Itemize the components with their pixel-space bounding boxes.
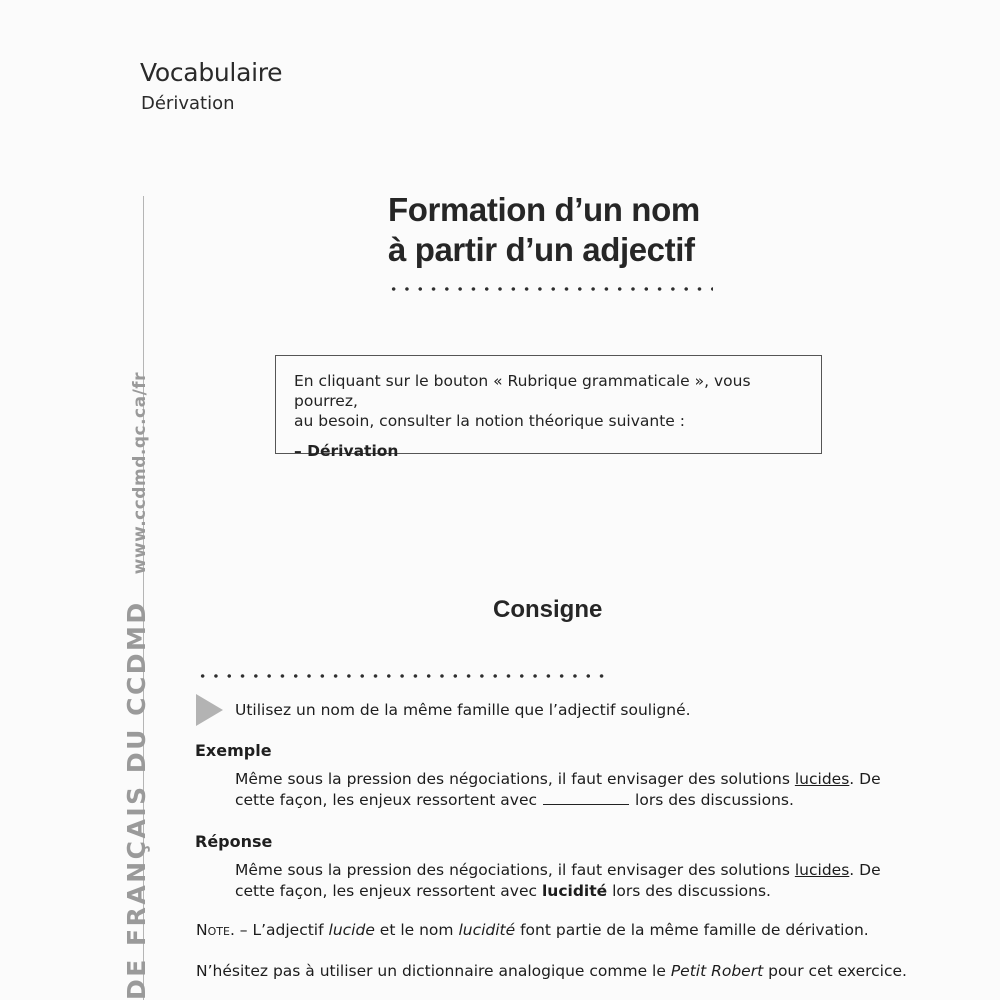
note-label: Note — [196, 921, 230, 939]
play-arrow-icon — [196, 694, 223, 726]
page-title — [388, 190, 700, 270]
book-title: Petit Robert — [670, 962, 764, 980]
example-label: Exemple — [195, 741, 272, 760]
grammar-notice-box — [275, 355, 822, 460]
instruction-text: Utilisez un nom de la même famille que l’adjectif souligné. — [235, 701, 691, 719]
note-text: Note. – L’adjectif lucide et le nom lucidité font partie de la même famille de dérivation. — [196, 921, 869, 939]
side-banner-title: DE FRANÇAIS DU CCDMD — [122, 600, 151, 1000]
consigne-dotted-rule — [196, 674, 606, 678]
subsection-title: Dérivation — [141, 93, 235, 114]
underlined-adjective: lucides — [794, 861, 850, 879]
notice-line2: au besoin, consulter la notion théorique suivante : — [294, 412, 685, 430]
side-banner-url[interactable]: www.ccdmd.qc.ca/fr — [130, 371, 150, 575]
title-dotted-rule — [387, 287, 713, 291]
example-text: Même sous la pression des négociations, il faut envisager des solutions lucides. De cette façon, les enjeux ressortent avec lors des discussions. — [235, 770, 881, 809]
answer-blank — [543, 790, 629, 805]
page-title-line2: à partir d’un adjectif — [388, 231, 695, 268]
answer-label: Réponse — [195, 832, 273, 851]
section-title: Vocabulaire — [140, 58, 283, 87]
underlined-adjective: lucides — [794, 770, 850, 788]
notice-line1: En cliquant sur le bouton « Rubrique grammaticale », vous pourrez, — [294, 372, 751, 410]
answer-text: Même sous la pression des négociations, il faut envisager des solutions lucides. De cette façon, les enjeux ressortent avec lucidité lors des discussions. — [235, 861, 881, 900]
notice-item-derivation[interactable]: – Dérivation — [294, 442, 399, 460]
page-title-line1: Formation d’un nom — [388, 191, 700, 228]
side-banner — [124, 372, 149, 1000]
answer-word: lucidité — [541, 882, 608, 900]
consigne-heading: Consigne — [493, 596, 603, 623]
closing-text: N’hésitez pas à utiliser un dictionnaire analogique comme le Petit Robert pour cet exercice. — [196, 962, 907, 980]
